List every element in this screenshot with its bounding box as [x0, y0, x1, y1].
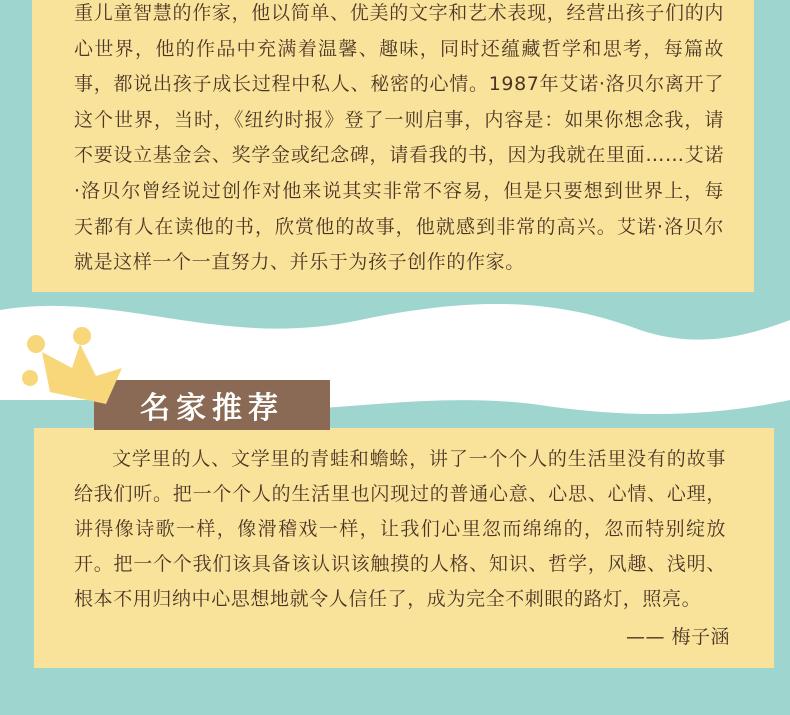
- intro-paragraph: 重儿童智慧的作家，他以简单、优美的文字和艺术表现，经营出孩子们的内心世界，他的作品中充满着温馨、趣味，同时还蕴藏哲学和思考，每篇故事，都说出孩子成长过程中私人、秘密的心情。1987年艾诺·洛贝尔离开了这个世界，当时，《纽约时报》登了一则启事，内容是：如果你想念我，请不要设立基金会、奖学金或纪念碑，请看我的书，因为我就在里面……艾诺·洛贝尔曾经说过创作对他来说其实非常不容易，但是只要想到世界上，每天都有人在读他的书，欣赏他的故事，他就感到非常的高兴。艾诺·洛贝尔就是这样一个一直努力、并乐于为孩子创作的作家。: [74, 2, 724, 274]
- signature: —— 梅子涵: [625, 626, 730, 648]
- recommend-paragraph: 文学里的人、文学里的青蛙和蟾蜍，讲了一个个人的生活里没有的故事给我们听。把一个个人的生活里也闪现过的普通心意、心思、心情、心理，讲得像诗歌一样，像滑稽戏一样，让我们心里忽而绵绵的，忽而特别绽放开。把一个个我们该具备该认识该触摸的人格、知识、哲学，风趣、浅明、根本不用归纳中心思想地就令人信任了，成为完全不刺眼的路灯，照亮。: [74, 448, 726, 610]
- recommend-section-title: 名家推荐: [140, 391, 284, 426]
- crown-icon: [14, 322, 134, 408]
